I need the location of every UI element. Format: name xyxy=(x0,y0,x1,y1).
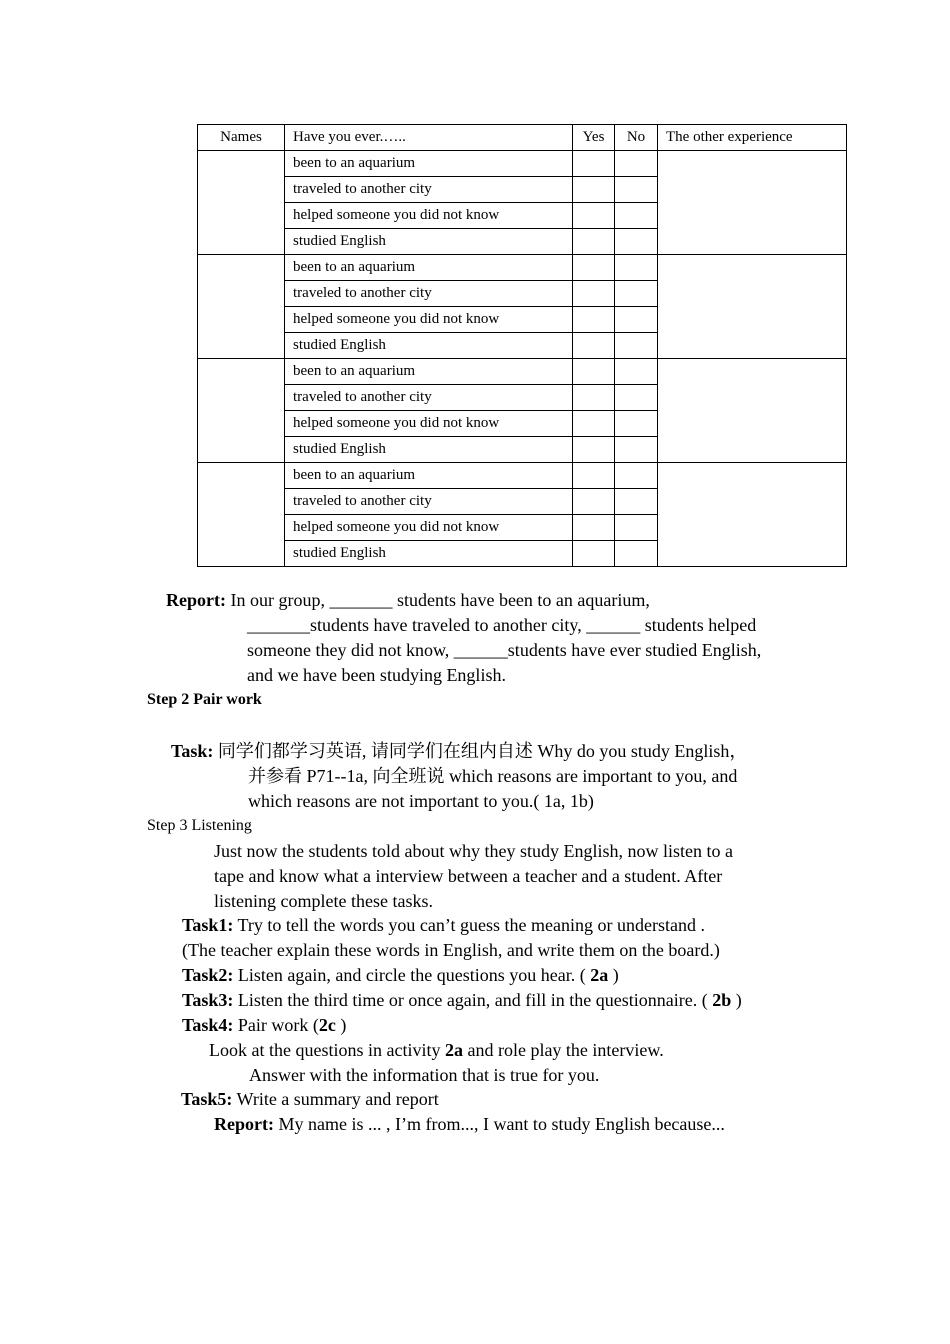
question-cell: traveled to another city xyxy=(285,281,573,307)
task2-tail: ) xyxy=(608,965,619,985)
table-header-row xyxy=(198,125,847,151)
task5-report-line xyxy=(214,1113,725,1135)
table-row xyxy=(198,463,847,489)
task-label: Task: xyxy=(171,741,214,761)
task4-ref: 2c xyxy=(318,1015,336,1035)
task2-line xyxy=(182,964,619,986)
name-cell[interactable] xyxy=(198,463,285,567)
other-experience-cell[interactable] xyxy=(658,151,847,255)
no-cell[interactable] xyxy=(615,489,658,515)
task1-note: (The teacher explain these words in English, and write them on the board.) xyxy=(182,940,720,960)
question-cell: helped someone you did not know xyxy=(285,515,573,541)
no-cell[interactable] xyxy=(615,177,658,203)
task5-label: Task5: xyxy=(181,1089,233,1109)
yes-cell[interactable] xyxy=(573,151,615,177)
other-experience-cell[interactable] xyxy=(658,463,847,567)
task2-label: Task2: xyxy=(182,965,234,985)
report-line-4: and we have been studying English. xyxy=(247,665,506,685)
name-cell[interactable] xyxy=(198,359,285,463)
task5-text: Write a summary and report xyxy=(232,1089,439,1109)
task4-line2-ref: 2a xyxy=(444,1040,463,1060)
yes-cell[interactable] xyxy=(573,359,615,385)
yes-cell[interactable] xyxy=(573,203,615,229)
no-cell[interactable] xyxy=(615,255,658,281)
task4-line-3: Answer with the information that is true for you. xyxy=(249,1065,600,1085)
task-line-1 xyxy=(171,740,747,762)
yes-cell[interactable] xyxy=(573,437,615,463)
step3-heading: Step 3 Listening xyxy=(147,817,252,834)
header-question: Have you ever.….. xyxy=(285,125,573,151)
no-cell[interactable] xyxy=(615,307,658,333)
question-cell: traveled to another city xyxy=(285,489,573,515)
question-cell: been to an aquarium xyxy=(285,255,573,281)
task5-report-label: Report: xyxy=(214,1114,274,1134)
task3-text: Listen the third time or once again, and fill in the questionnaire. ( xyxy=(233,990,713,1010)
yes-cell[interactable] xyxy=(573,229,615,255)
listening-line-1: Just now the students told about why they study English, now listen to a xyxy=(214,841,733,861)
yes-cell[interactable] xyxy=(573,411,615,437)
other-experience-cell[interactable] xyxy=(658,359,847,463)
task-text-1: 同学们都学习英语, 请同学们在组内自述 Why do you study English， xyxy=(213,741,748,761)
listening-line-3: listening complete these tasks. xyxy=(214,891,433,911)
question-cell: helped someone you did not know xyxy=(285,203,573,229)
question-cell: been to an aquarium xyxy=(285,359,573,385)
report-line-1 xyxy=(166,589,650,611)
yes-cell[interactable] xyxy=(573,255,615,281)
task-line-2: 并参看 P71--1a, 向全班说 which reasons are important to you, and xyxy=(248,766,738,786)
listening-line-2: tape and know what a interview between a teacher and a student. After xyxy=(214,866,723,886)
question-cell: been to an aquarium xyxy=(285,151,573,177)
step2-heading: Step 2 Pair work xyxy=(147,691,262,708)
no-cell[interactable] xyxy=(615,411,658,437)
yes-cell[interactable] xyxy=(573,515,615,541)
yes-cell[interactable] xyxy=(573,307,615,333)
table-row xyxy=(198,255,847,281)
task2-ref: 2a xyxy=(590,965,609,985)
task4-tail: ) xyxy=(335,1015,347,1035)
task-line-3: which reasons are not important to you.( 1a, 1b) xyxy=(248,791,594,811)
table-row xyxy=(198,359,847,385)
no-cell[interactable] xyxy=(615,151,658,177)
task4-label: Task4: xyxy=(182,1015,234,1035)
header-names: Names xyxy=(198,125,285,151)
name-cell[interactable] xyxy=(198,255,285,359)
task3-ref: 2b xyxy=(712,990,732,1010)
no-cell[interactable] xyxy=(615,437,658,463)
yes-cell[interactable] xyxy=(573,463,615,489)
task4-text: Pair work ( xyxy=(233,1015,319,1035)
task4-line2-post: and role play the interview. xyxy=(462,1040,664,1060)
task1-text: Try to tell the words you can’t guess the meaning or understand . xyxy=(233,915,705,935)
name-cell[interactable] xyxy=(198,151,285,255)
yes-cell[interactable] xyxy=(573,281,615,307)
task3-line xyxy=(182,989,742,1011)
yes-cell[interactable] xyxy=(573,385,615,411)
report-text-1: In our group, _______ students have been to an aquarium, xyxy=(225,590,650,610)
task5-report-text: My name is ... , I’m from..., I want to study English because... xyxy=(273,1114,725,1134)
no-cell[interactable] xyxy=(615,515,658,541)
task3-tail: ) xyxy=(731,990,742,1010)
yes-cell[interactable] xyxy=(573,177,615,203)
no-cell[interactable] xyxy=(615,333,658,359)
question-cell: traveled to another city xyxy=(285,177,573,203)
task4-line2-pre: Look at the questions in activity xyxy=(209,1040,445,1060)
question-cell: helped someone you did not know xyxy=(285,411,573,437)
question-cell: studied English xyxy=(285,333,573,359)
task5-line xyxy=(181,1088,439,1110)
no-cell[interactable] xyxy=(615,541,658,567)
question-cell: been to an aquarium xyxy=(285,463,573,489)
no-cell[interactable] xyxy=(615,203,658,229)
report-label: Report: xyxy=(166,590,226,610)
task4-line xyxy=(182,1014,346,1036)
no-cell[interactable] xyxy=(615,281,658,307)
header-other-experience: The other experience xyxy=(658,125,847,151)
task1-label: Task1: xyxy=(182,915,234,935)
other-experience-cell[interactable] xyxy=(658,255,847,359)
header-no: No xyxy=(615,125,658,151)
no-cell[interactable] xyxy=(615,463,658,489)
task3-label: Task3: xyxy=(182,990,234,1010)
task4-line-2 xyxy=(209,1039,664,1061)
question-cell: studied English xyxy=(285,541,573,567)
yes-cell[interactable] xyxy=(573,489,615,515)
experience-survey-table xyxy=(197,124,847,567)
report-line-2: _______students have traveled to another city, ______ students helped xyxy=(247,615,757,635)
yes-cell[interactable] xyxy=(573,333,615,359)
no-cell[interactable] xyxy=(615,359,658,385)
task1-line xyxy=(182,914,705,936)
no-cell[interactable] xyxy=(615,385,658,411)
task2-text: Listen again, and circle the questions you hear. ( xyxy=(233,965,591,985)
yes-cell[interactable] xyxy=(573,541,615,567)
table-row xyxy=(198,151,847,177)
report-line-3: someone they did not know, ______students have ever studied English, xyxy=(247,640,762,660)
question-cell: studied English xyxy=(285,437,573,463)
question-cell: helped someone you did not know xyxy=(285,307,573,333)
question-cell: studied English xyxy=(285,229,573,255)
no-cell[interactable] xyxy=(615,229,658,255)
header-yes: Yes xyxy=(573,125,615,151)
question-cell: traveled to another city xyxy=(285,385,573,411)
